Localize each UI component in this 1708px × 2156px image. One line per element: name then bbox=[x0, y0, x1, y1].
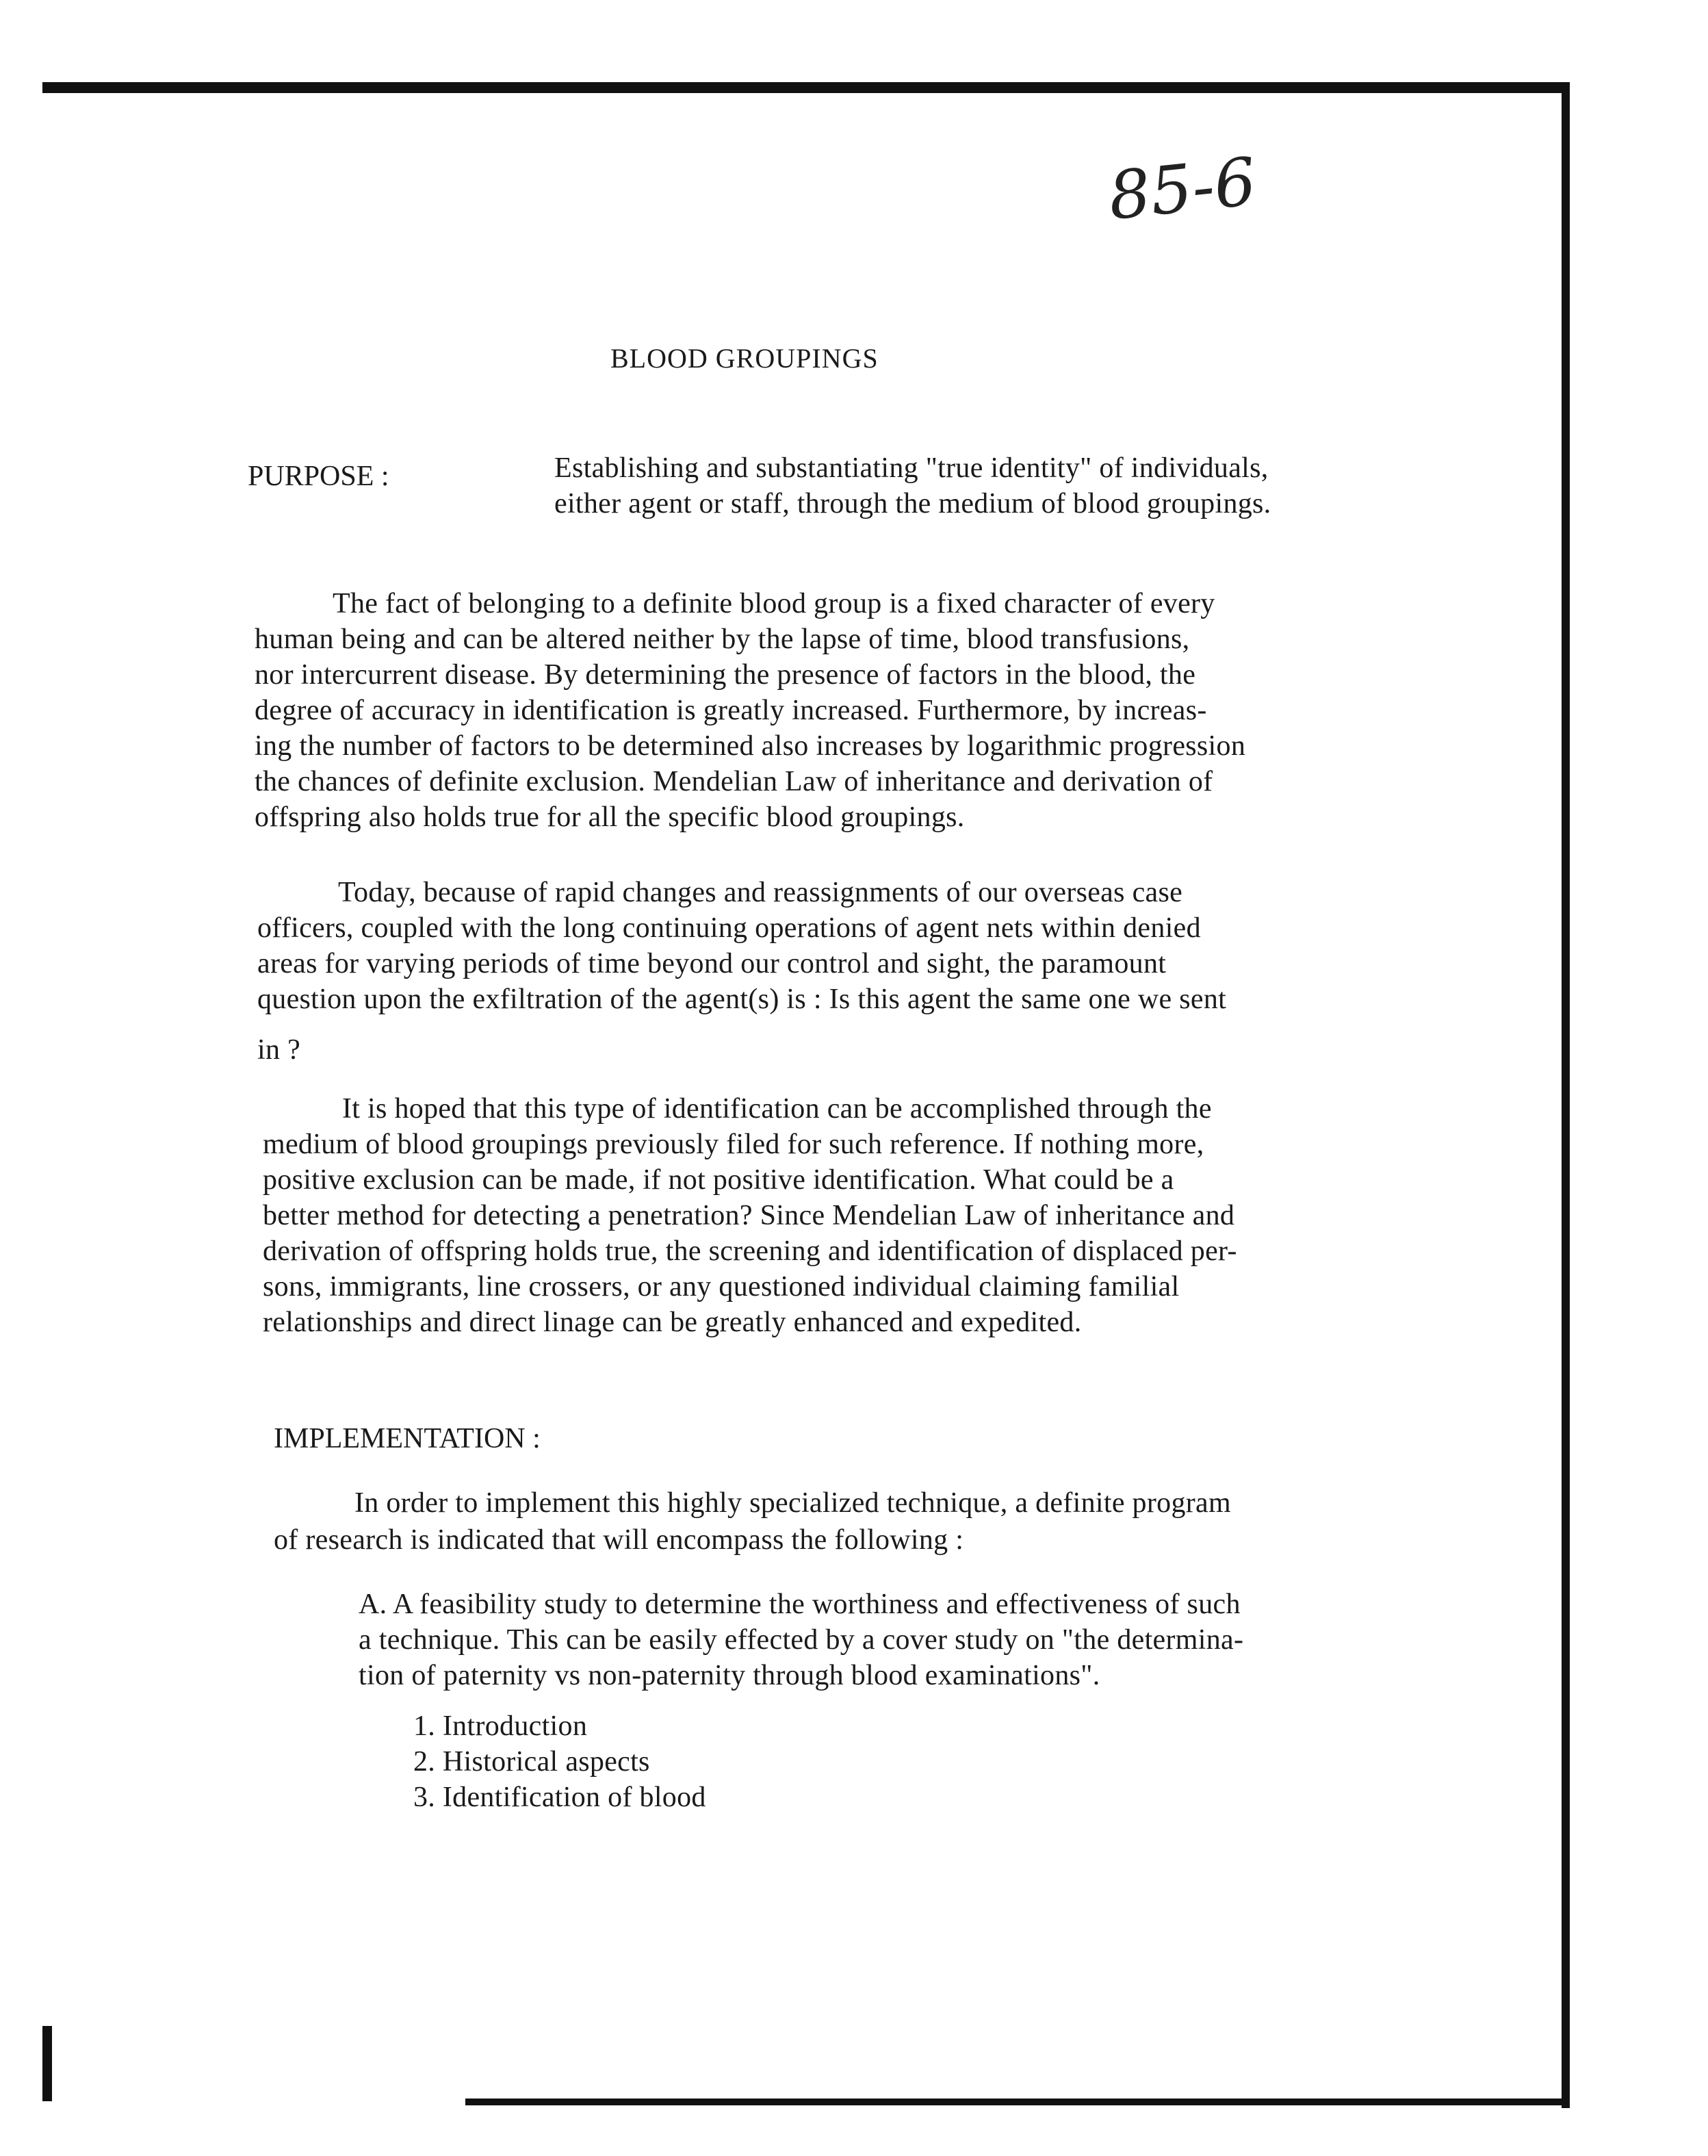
paragraph-line: human being and can be altered neither by the lapse of time, blood transfusions, bbox=[255, 624, 1190, 655]
scan-border-top bbox=[42, 82, 1568, 93]
paragraph-line: better method for detecting a penetration? Since Mendelian Law of inheritance and bbox=[263, 1200, 1235, 1231]
purpose-line: Establishing and substantiating "true identity" of individuals, bbox=[554, 452, 1269, 484]
paragraph-line: relationships and direct linage can be greatly enhanced and expedited. bbox=[263, 1307, 1082, 1338]
paragraph-line: a technique. This can be easily effected by a cover study on "the determina- bbox=[359, 1624, 1244, 1656]
handwritten-page-number: 85-6 bbox=[1104, 143, 1260, 235]
paragraph-line: nor intercurrent disease. By determining the presence of factors in the blood, the bbox=[255, 659, 1196, 691]
paragraph-line: the chances of definite exclusion. Mendelian Law of inheritance and derivation of bbox=[255, 766, 1213, 797]
paragraph-line: of research is indicated that will encompass the following : bbox=[274, 1524, 964, 1556]
paragraph-line: In order to implement this highly specialized technique, a definite program bbox=[354, 1487, 1231, 1519]
paragraph-line: offspring also holds true for all the specific blood groupings. bbox=[255, 801, 965, 833]
paragraph-line: in ? bbox=[257, 1034, 301, 1066]
paragraph-line: derivation of offspring holds true, the screening and identification of displaced per- bbox=[263, 1235, 1237, 1267]
scan-border-right bbox=[1562, 82, 1570, 2108]
paragraph-line: officers, coupled with the long continuing operations of agent nets within denied bbox=[257, 912, 1201, 944]
paragraph-line: areas for varying periods of time beyond our control and sight, the paramount bbox=[257, 948, 1167, 979]
paragraph-line: The fact of belonging to a definite blood group is a fixed character of every bbox=[333, 588, 1215, 619]
scan-border-bottom bbox=[465, 2099, 1568, 2105]
paragraph-line: medium of blood groupings previously filed for such reference. If nothing more, bbox=[263, 1129, 1204, 1160]
scan-border-left bbox=[42, 2026, 52, 2101]
purpose-line: either agent or staff, through the medium of blood groupings. bbox=[554, 488, 1271, 519]
paragraph-line: ing the number of factors to be determined also increases by logarithmic progression bbox=[255, 730, 1246, 762]
paragraph-line: It is hoped that this type of identification can be accomplished through the bbox=[342, 1093, 1212, 1125]
paragraph-line: sons, immigrants, line crossers, or any questioned individual claiming familial bbox=[263, 1271, 1180, 1302]
list-item: 1. Introduction bbox=[413, 1710, 588, 1742]
paragraph-line: Today, because of rapid changes and reassignments of our overseas case bbox=[338, 877, 1183, 908]
list-item: 3. Identification of blood bbox=[413, 1782, 706, 1813]
document-title: BLOOD GROUPINGS bbox=[610, 343, 879, 374]
paragraph-line: degree of accuracy in identification is greatly increased. Furthermore, by increas- bbox=[255, 695, 1207, 726]
purpose-label: PURPOSE : bbox=[248, 461, 389, 492]
implementation-label: IMPLEMENTATION : bbox=[274, 1423, 541, 1454]
paragraph-line: tion of paternity vs non-paternity through blood examinations". bbox=[359, 1660, 1100, 1691]
paragraph-line: question upon the exfiltration of the agent(s) is : Is this agent the same one we sent bbox=[257, 984, 1227, 1015]
paragraph-line: A. A feasibility study to determine the worthiness and effectiveness of such bbox=[359, 1589, 1241, 1620]
list-item: 2. Historical aspects bbox=[413, 1746, 650, 1778]
paragraph-line: positive exclusion can be made, if not positive identification. What could be a bbox=[263, 1164, 1174, 1196]
